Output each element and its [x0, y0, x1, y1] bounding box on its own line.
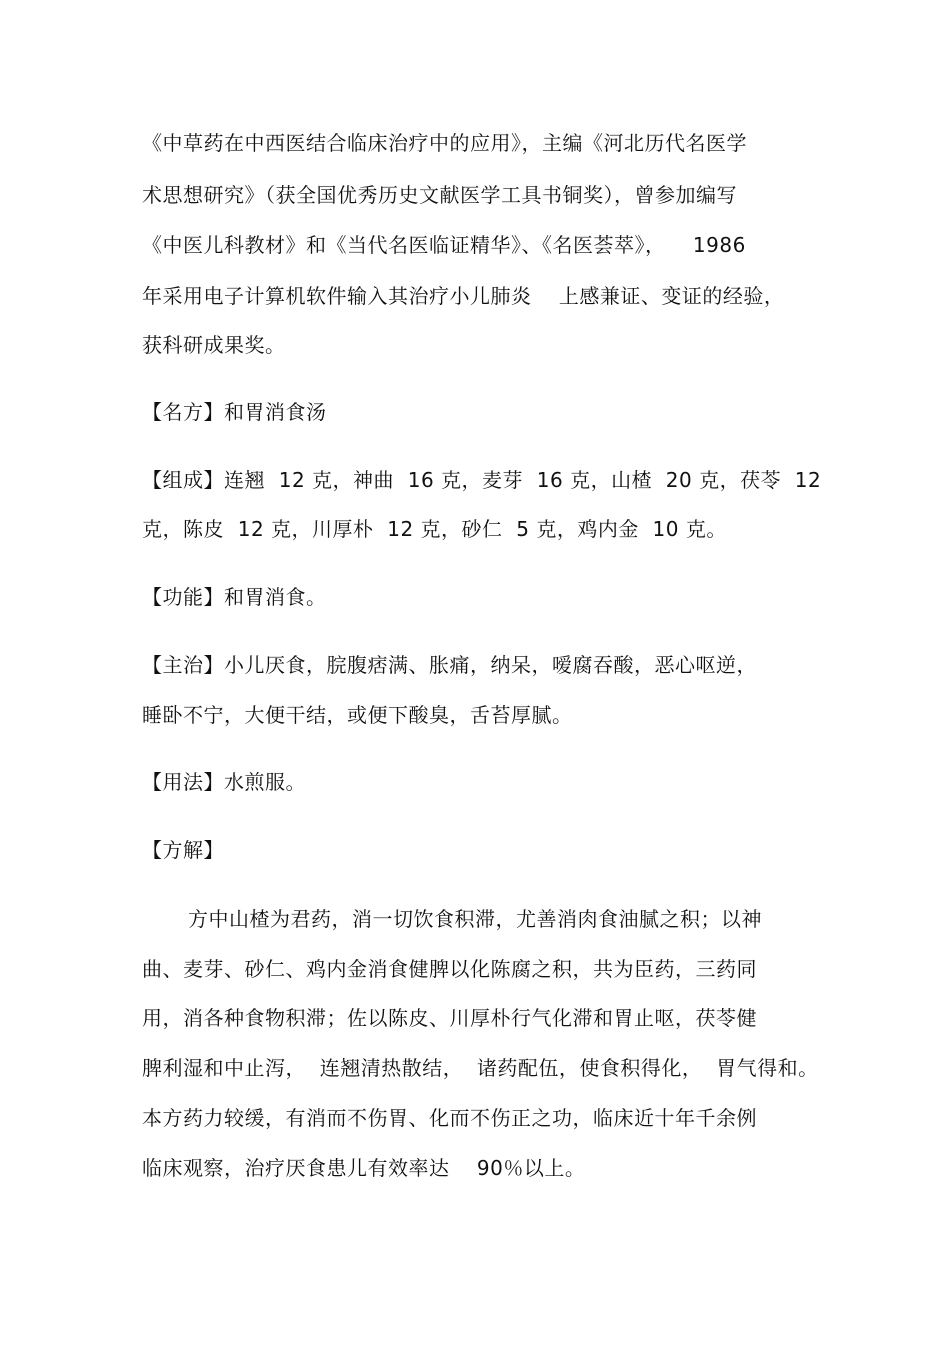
- intro-line-4: 年采用电子计算机软件输入其治疗小儿肺炎 上感兼证、变证的经验，: [142, 284, 785, 308]
- intro-line-2: 术思想研究》（获全国优秀历史文献医学工具书铜奖），曾参加编写: [142, 183, 737, 207]
- analysis-line-6: 临床观察，治疗厌食患儿有效率达 90％以上。: [142, 1156, 586, 1180]
- analysis-line-5: 本方药力较缓，有消而不伤胃、化而不伤正之功，临床近十年千余例: [142, 1106, 757, 1130]
- composition-line-2: 克，陈皮 12 克，川厚朴 12 克，砂仁 5 克，鸡内金 10 克。: [142, 517, 727, 541]
- analysis-line-3: 用，消各种食物积滞；佐以陈皮、川厚朴行气化滞和胃止呕，茯苓健: [142, 1006, 757, 1030]
- intro-line-5: 获科研成果奖。: [142, 333, 286, 357]
- analysis-heading: 【方解】: [142, 838, 224, 862]
- usage-line: 【用法】水煎服。: [142, 770, 306, 794]
- indications-line-2: 睡卧不宁，大便干结，或便下酸臭，舌苔厚腻。: [142, 703, 573, 727]
- indications-line-1: 【主治】小儿厌食，脘腹痞满、胀痛，纳呆，嗳腐吞酸，恶心呕逆，: [142, 653, 757, 677]
- analysis-line-1: 方中山楂为君药，消一切饮食积滞，尤善消肉食油腻之积；以神: [188, 907, 762, 931]
- prescription-name: 【名方】和胃消食汤: [142, 400, 327, 424]
- intro-line-3: 《中医儿科教材》和《当代名医临证精华》、《名医荟萃》， 1986: [142, 233, 746, 257]
- analysis-line-2: 曲、麦芽、砂仁、鸡内金消食健脾以化陈腐之积，共为臣药，三药同: [142, 957, 757, 981]
- function-line: 【功能】和胃消食。: [142, 585, 327, 609]
- composition-line-1: 【组成】连翘 12 克，神曲 16 克，麦芽 16 克，山楂 20 克，茯苓 12: [142, 468, 822, 492]
- intro-line-1: 《中草药在中西医结合临床治疗中的应用》，主编《河北历代名医学: [142, 131, 747, 155]
- analysis-line-4: 脾利湿和中止泻， 连翘清热散结， 诸药配伍，使食积得化， 胃气得和。: [142, 1056, 819, 1080]
